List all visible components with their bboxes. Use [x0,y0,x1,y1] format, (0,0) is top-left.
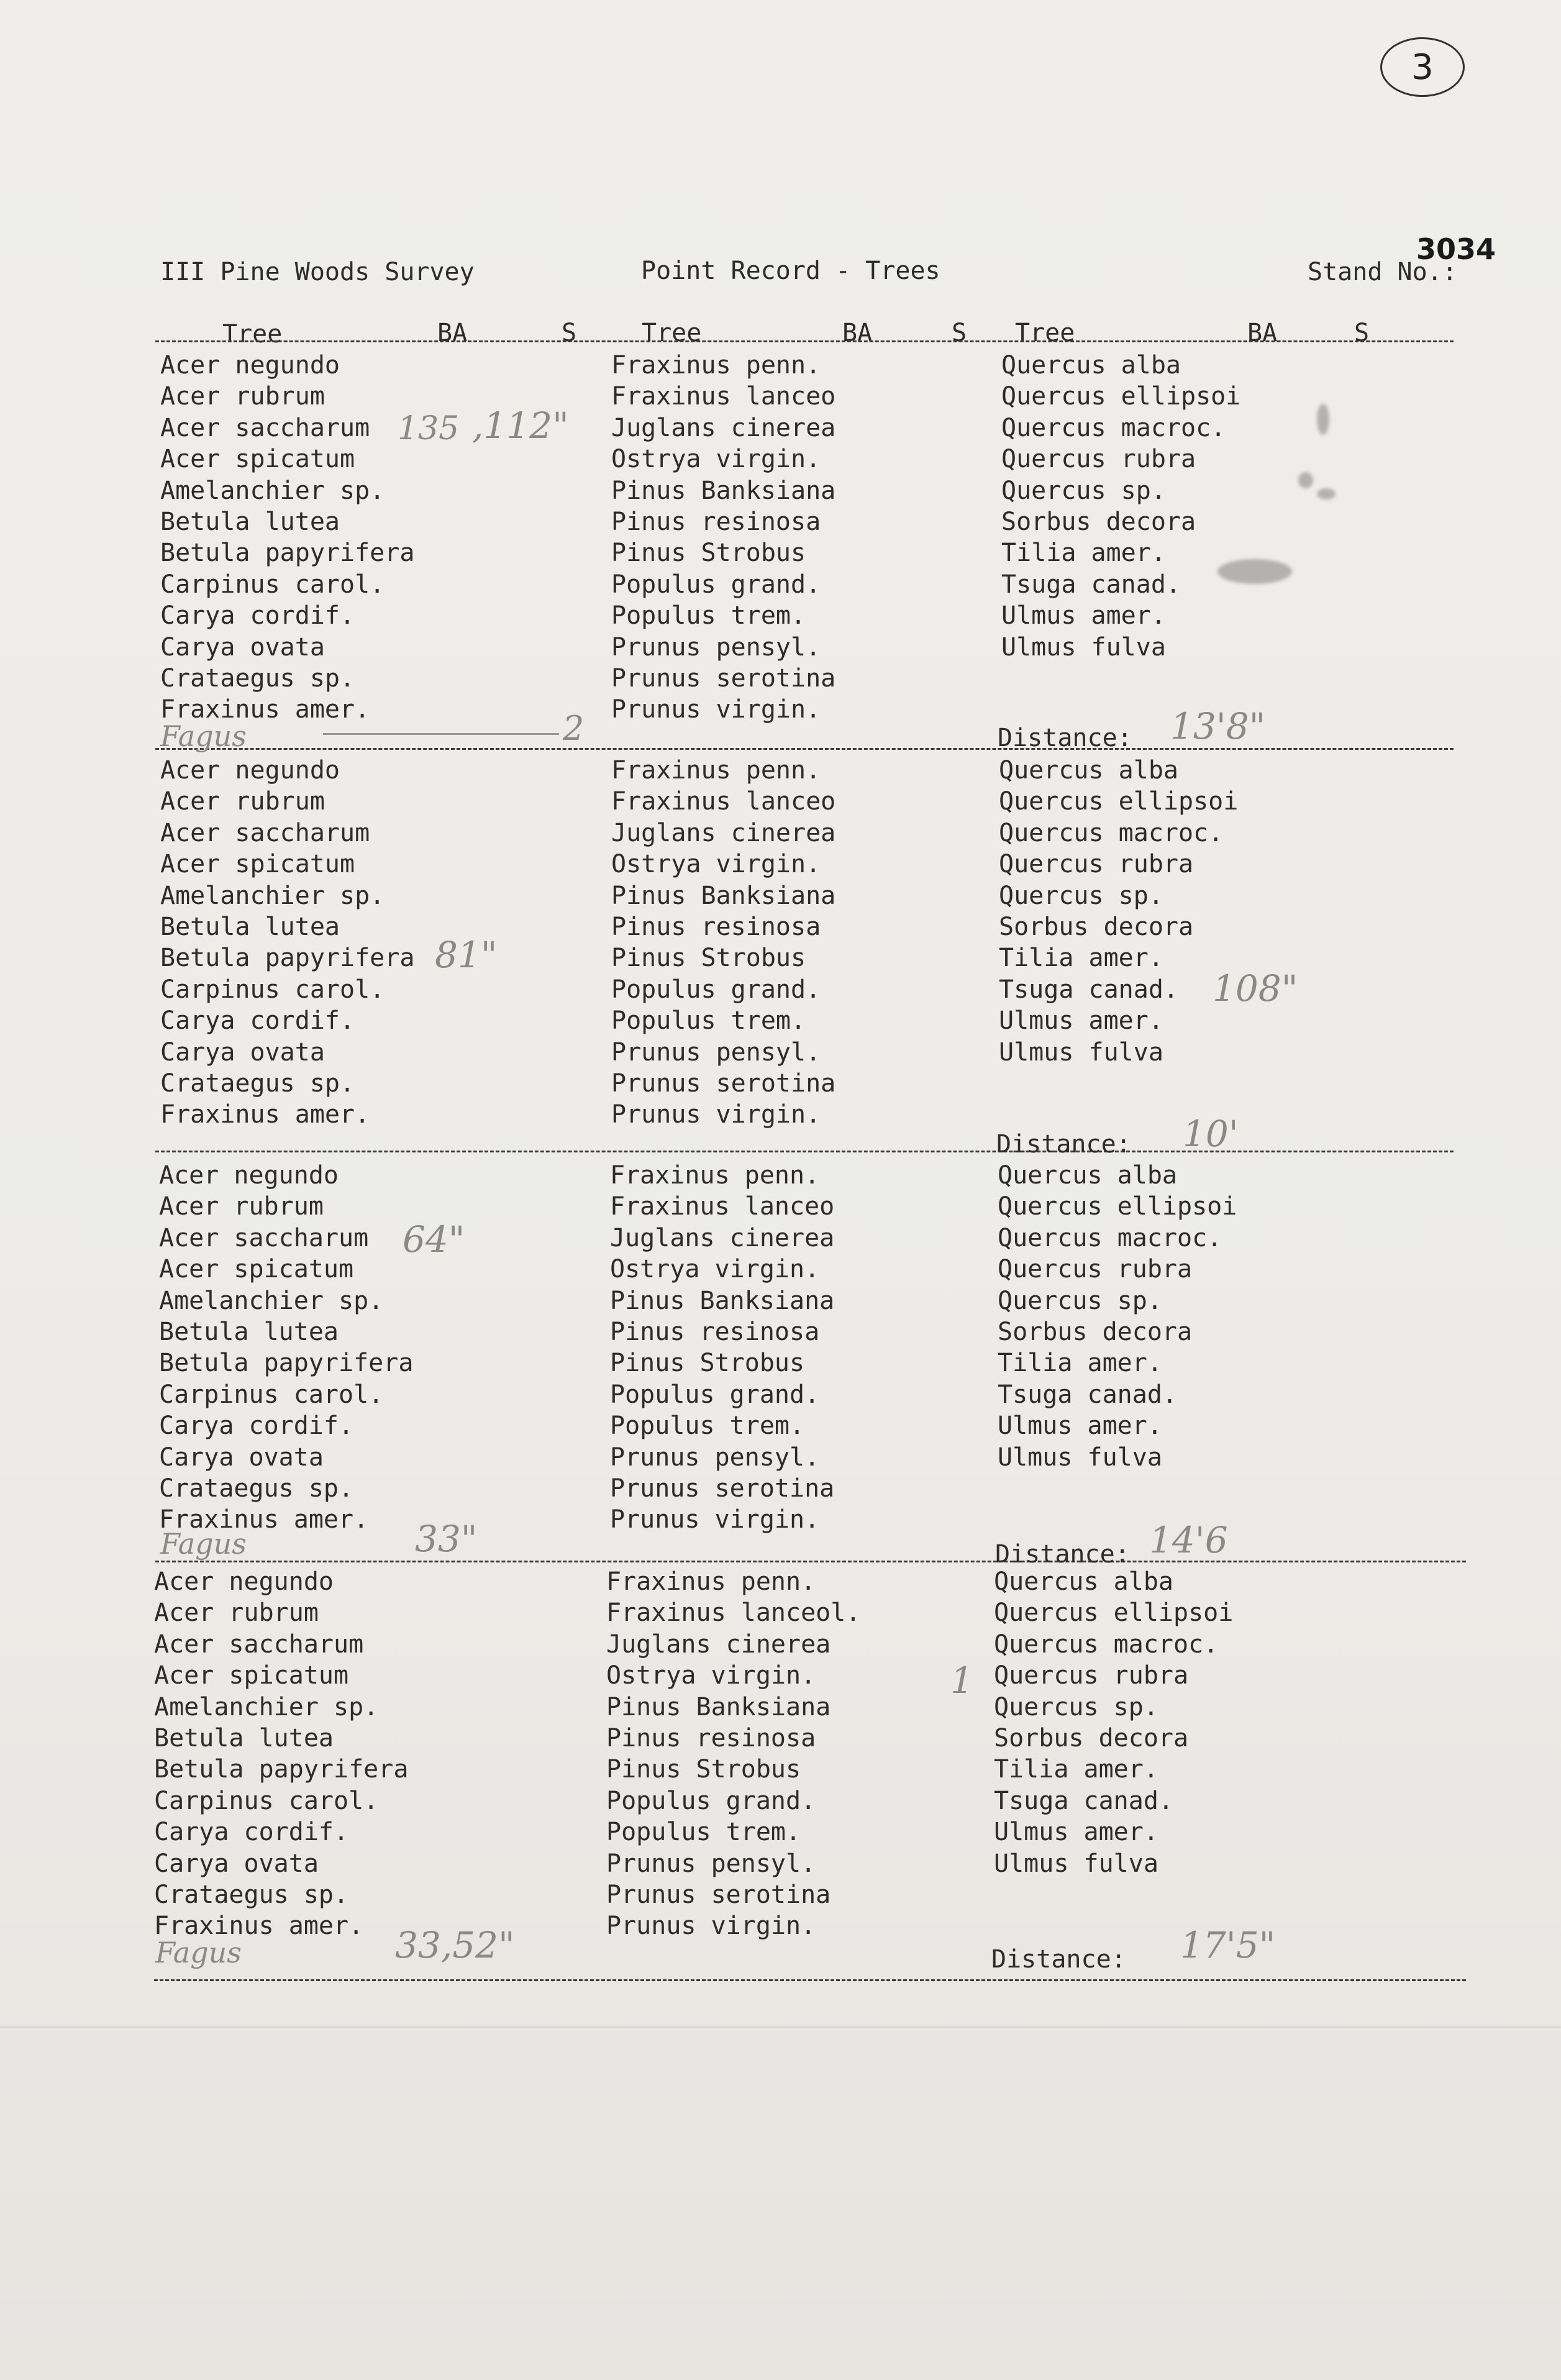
paper-fold [0,2027,1561,2030]
col2-header-tree: Tree [642,319,702,347]
species-col2: Prunus serotina [610,1474,835,1503]
species-col2: Pinus Strobus [611,539,806,567]
pencil-smudge [1217,559,1292,584]
species-col1: Carpinus carol. [160,570,385,599]
pencil-smudge [1317,404,1329,435]
species-col1: Acer negundo [159,1161,339,1190]
species-col2: Fraxinus lanceo [611,382,836,411]
distance-label: Distance: [995,1540,1130,1569]
col2-header-ba: BA [842,319,873,347]
species-col2: Prunus serotina [611,1069,836,1098]
species-col3: Quercus macroc. [998,1224,1222,1252]
species-col1: Amelanchier sp. [160,476,385,505]
species-col1: Carya cordif. [160,601,355,630]
species-col3: Tilia amer. [998,1349,1162,1377]
species-col2: Prunus serotina [611,664,836,693]
species-col3: Quercus rubra [1001,445,1196,473]
species-col2: Pinus resinosa [611,913,821,941]
species-col3: Tsuga canad. [998,1380,1177,1409]
distance-label: Distance: [996,1130,1131,1159]
species-note: Fagus [155,1936,242,1969]
species-col1: Carya cordif. [154,1818,349,1846]
species-col3: Tilia amer. [994,1755,1158,1784]
page-number: 3 [1411,47,1434,88]
species-col2: Pinus resinosa [611,508,821,536]
species-col1: Acer saccharum [154,1630,364,1659]
species-note: Fagus [160,1527,247,1561]
species-col3: Quercus sp. [1001,476,1166,505]
species-col1: Acer rubrum [160,382,325,411]
species-col3: Quercus rubra [998,1255,1193,1283]
species-col3: Quercus ellipsoi [994,1598,1234,1627]
species-col2: Pinus Strobus [610,1349,805,1377]
species-col2: Ostrya virgin. [611,850,821,878]
pencil-smudge [1317,488,1336,499]
species-col1: Betula lutea [154,1724,334,1753]
species-col3: Tilia amer. [1001,539,1166,567]
distance-value: 17'5" [1180,1924,1276,1966]
species-col2: Populus trem. [610,1411,805,1440]
species-col2: Pinus Strobus [611,944,806,972]
species-col2: Prunus virgin. [611,1100,821,1129]
species-col1: Acer rubrum [154,1598,319,1627]
species-col2: Prunus virgin. [611,695,821,724]
ba-note: 108" [1213,967,1298,1010]
species-col3: Ulmus fulva [994,1849,1158,1878]
ba-note: 64" [403,1218,465,1261]
col3-header-ba: BA [1247,319,1278,347]
count-note: 2 [563,709,585,748]
species-col2: Populus grand. [611,975,821,1004]
dashed-separator [155,1561,1466,1562]
species-col1: Carpinus carol. [154,1787,379,1815]
species-col1: Carpinus carol. [160,975,385,1004]
species-col2: Ostrya virgin. [611,445,821,473]
species-col3: Ulmus amer. [998,1411,1162,1440]
species-col1: Crataegus sp. [159,1474,354,1503]
species-col2: Fraxinus penn. [606,1567,816,1596]
species-col2: Populus grand. [606,1787,816,1815]
stand-label: Stand No.: [1308,258,1457,286]
ba-note: 1 [950,1659,973,1702]
species-col1: Betula lutea [160,913,340,941]
ba-note: 135 [398,410,460,447]
species-col1: Crataegus sp. [160,1069,355,1098]
species-col1: Acer negundo [160,351,340,380]
species-col1: Acer negundo [160,756,340,785]
species-col3: Quercus sp. [999,882,1163,910]
species-col1: Fraxinus amer. [154,1912,364,1940]
species-col1: Carya ovata [159,1443,324,1472]
ba-note: ,112" [472,404,569,447]
species-note: Fagus [160,719,247,753]
species-col3: Ulmus fulva [998,1443,1162,1472]
species-col1: Acer saccharum [159,1224,369,1252]
species-col3: Quercus alba [999,756,1178,785]
species-col1: Amelanchier sp. [160,882,385,910]
col3-header-s: S [1354,319,1370,347]
dashed-separator [155,1151,1454,1152]
species-col2: Prunus virgin. [606,1912,816,1940]
distance-value: 13'8" [1170,705,1266,747]
species-col2: Fraxinus lanceol. [606,1598,861,1627]
col1-header-ba: BA [437,319,468,347]
species-col3: Quercus sp. [998,1287,1162,1315]
species-col2: Fraxinus penn. [611,351,821,380]
species-col1: Acer negundo [154,1567,334,1596]
species-col1: Fraxinus amer. [159,1505,369,1534]
species-col1: Betula papyrifera [160,944,415,972]
species-col1: Betula papyrifera [160,539,415,567]
col2-header-s: S [952,319,967,347]
distance-value: 10' [1183,1113,1239,1155]
species-col3: Quercus sp. [994,1693,1158,1721]
species-col2: Pinus resinosa [610,1318,820,1346]
species-col2: Fraxinus lanceo [611,787,836,816]
species-col3: Quercus macroc. [1001,414,1226,442]
species-col3: Quercus macroc. [994,1630,1219,1659]
species-col2: Pinus Banksiana [611,476,836,505]
species-col1: Carya ovata [160,1038,325,1067]
species-col3: Tsuga canad. [1001,570,1181,599]
species-col1: Carya cordif. [159,1411,354,1440]
species-col3: Tsuga canad. [999,975,1178,1004]
species-col1: Acer rubrum [159,1192,324,1221]
species-col3: Quercus alba [994,1567,1173,1596]
species-col3: Sorbus decora [994,1724,1189,1753]
species-col2: Populus trem. [611,1006,806,1035]
ba-note: 33,52" [395,1924,515,1966]
ba-note: 33" [415,1518,478,1560]
species-col1: Amelanchier sp. [159,1287,384,1315]
species-col1: Carpinus carol. [159,1380,384,1409]
species-col1: Acer spicatum [160,445,355,473]
ba-note: 81" [435,934,498,976]
species-col2: Populus grand. [610,1380,820,1409]
species-col2: Populus trem. [606,1818,801,1846]
dashed-separator [155,748,1454,750]
species-col1: Acer spicatum [159,1255,354,1283]
species-col2: Fraxinus penn. [610,1161,820,1190]
species-col1: Amelanchier sp. [154,1693,379,1721]
species-col2: Fraxinus lanceo [610,1192,835,1221]
species-col2: Prunus serotina [606,1881,831,1909]
species-col1: Carya ovata [160,633,325,662]
page-number-circle [1380,37,1465,97]
species-col3: Ulmus amer. [994,1818,1158,1846]
species-col3: Tilia amer. [999,944,1163,972]
species-col2: Pinus Banksiana [606,1693,831,1721]
species-col2: Prunus pensyl. [606,1849,816,1878]
species-col2: Juglans cinerea [611,819,836,847]
distance-label: Distance: [998,724,1132,752]
species-col1: Fraxinus amer. [160,1100,370,1129]
species-col2: Prunus pensyl. [611,1038,821,1067]
species-col1: Acer spicatum [160,850,355,878]
species-col2: Pinus Banksiana [610,1287,835,1315]
species-col2: Juglans cinerea [606,1630,831,1659]
species-col3: Quercus rubra [994,1661,1189,1690]
species-col2: Prunus pensyl. [611,633,821,662]
species-col1: Carya ovata [154,1849,319,1878]
species-col3: Ulmus amer. [1001,601,1166,630]
dashed-separator [154,1979,1466,1981]
species-col3: Sorbus decora [999,913,1194,941]
distance-label: Distance: [991,1945,1126,1974]
form-title: Point Record - Trees [641,257,940,285]
species-col3: Quercus ellipsoi [999,787,1239,816]
col3-header-tree: Tree [1015,319,1075,347]
species-col1: Betula papyrifera [159,1349,414,1377]
species-col3: Sorbus decora [998,1318,1193,1346]
species-col3: Quercus ellipsoi [1001,382,1241,411]
species-col3: Sorbus decora [1001,508,1196,536]
species-col2: Pinus Banksiana [611,882,836,910]
pencil-line [323,733,559,735]
species-col1: Fraxinus amer. [160,695,370,724]
species-col1: Carya cordif. [160,1006,355,1035]
dashed-separator [155,340,1454,342]
species-col3: Quercus alba [1001,351,1181,380]
species-col2: Juglans cinerea [610,1224,835,1252]
species-col1: Acer saccharum [160,819,370,847]
species-col1: Acer saccharum [160,414,370,442]
species-col2: Prunus virgin. [610,1505,820,1534]
species-col3: Quercus rubra [999,850,1194,878]
species-col2: Ostrya virgin. [610,1255,820,1283]
species-col3: Tsuga canad. [994,1787,1173,1815]
species-col2: Prunus pensyl. [610,1443,820,1472]
species-col3: Ulmus fulva [1001,633,1166,662]
col1-header-s: S [562,319,577,347]
species-col2: Pinus resinosa [606,1724,816,1753]
species-col1: Betula papyrifera [154,1755,409,1784]
species-col2: Populus trem. [611,601,806,630]
survey-title: III Pine Woods Survey [160,258,475,286]
species-col3: Quercus ellipsoi [998,1192,1237,1221]
species-col1: Acer rubrum [160,787,325,816]
species-col2: Populus grand. [611,570,821,599]
species-col2: Ostrya virgin. [606,1661,816,1690]
species-col3: Ulmus amer. [999,1006,1163,1035]
species-col3: Quercus alba [998,1161,1177,1190]
species-col3: Ulmus fulva [999,1038,1163,1067]
species-col1: Betula lutea [160,508,340,536]
pencil-smudge [1298,472,1313,488]
species-col1: Acer spicatum [154,1661,349,1690]
species-col1: Crataegus sp. [154,1881,349,1909]
species-col2: Fraxinus penn. [611,756,821,785]
species-col1: Crataegus sp. [160,664,355,693]
species-col3: Quercus macroc. [999,819,1224,847]
distance-value: 14'6 [1149,1519,1228,1561]
species-col2: Pinus Strobus [606,1755,801,1784]
species-col2: Juglans cinerea [611,414,836,442]
col1-header-tree: Tree [222,320,283,349]
stand-number: 3034 [1416,232,1496,266]
species-col1: Betula lutea [159,1318,339,1346]
